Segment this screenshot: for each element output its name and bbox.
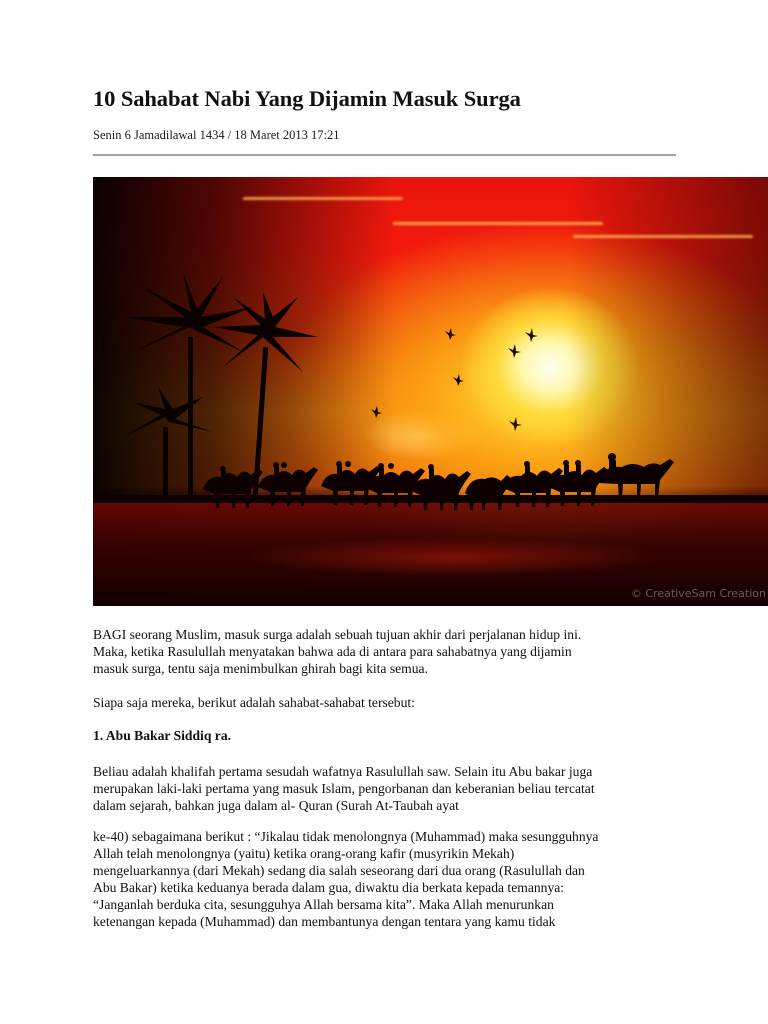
text-line: Beliau adalah khalifah pertama sesudah wafatnya Rasulullah saw. Selain itu Abu bakar juga: [93, 764, 593, 779]
text-line: BAGI seorang Muslim, masuk surga adalah sebuah tujuan akhir dari perjalanan hidup ini.: [93, 627, 582, 642]
lead-paragraph: Siapa saja mereka, berikut adalah sahabat-sahabat tersebut:: [93, 695, 415, 710]
hero-image: [93, 177, 768, 606]
text-line: ketenangan kepada (Muhammad) dan membantunya dengan tentara yang kamu tidak: [93, 914, 556, 929]
camel-caravan-icon: [93, 453, 768, 510]
section-heading: 1. Abu Bakar Siddiq ra.: [93, 728, 232, 743]
section-paragraph: [93, 763, 683, 814]
text-line: Allah telah menolongnya (yaitu) ketika orang-orang kafir (musyrikin Mekah): [93, 846, 515, 861]
header-divider: [93, 154, 676, 156]
text-line: merupakan laki-laki pertama yang masuk Islam, pengorbanan dan keberanian beliau tercatat: [93, 781, 595, 796]
quran-quote-paragraph: [93, 828, 683, 930]
text-line: “Janganlah berduka cita, sesungguhya Allah bersama kita”. Maka Allah menurunkan: [93, 897, 554, 912]
birds-icon: [371, 328, 538, 431]
article-title: 10 Sahabat Nabi Yang Dijamin Masuk Surga: [93, 86, 521, 111]
article-dateline: Senin 6 Jamadilawal 1434 / 18 Maret 2013 17:21: [93, 128, 340, 142]
text-line: Abu Bakar) ketika keduanya berada dalam gua, diwaktu dia berkata kepada temannya:: [93, 880, 565, 895]
silhouettes-svg: [93, 177, 768, 606]
intro-paragraph: [93, 626, 683, 677]
text-line: dalam sejarah, bahkan juga dalam al- Quran (Surah At-Taubah ayat: [93, 798, 459, 813]
palm-tree-icon: [123, 272, 318, 497]
text-line: ke-40) sebagaimana berikut : “Jikalau tidak menolongnya (Muhammad) maka sesungguhnya: [93, 829, 599, 844]
text-line: masuk surga, tentu saja menimbulkan ghirah bagi kita semua.: [93, 661, 428, 676]
text-line: mengeluarkannya (dari Mekah) sedang dia salah seseorang dari dua orang (Rasulullah dan: [93, 863, 585, 878]
image-watermark: © CreativeSam Creation: [630, 587, 766, 600]
text-line: Maka, ketika Rasulullah menyatakan bahwa ada di antara para sahabatnya yang dijamin: [93, 644, 572, 659]
